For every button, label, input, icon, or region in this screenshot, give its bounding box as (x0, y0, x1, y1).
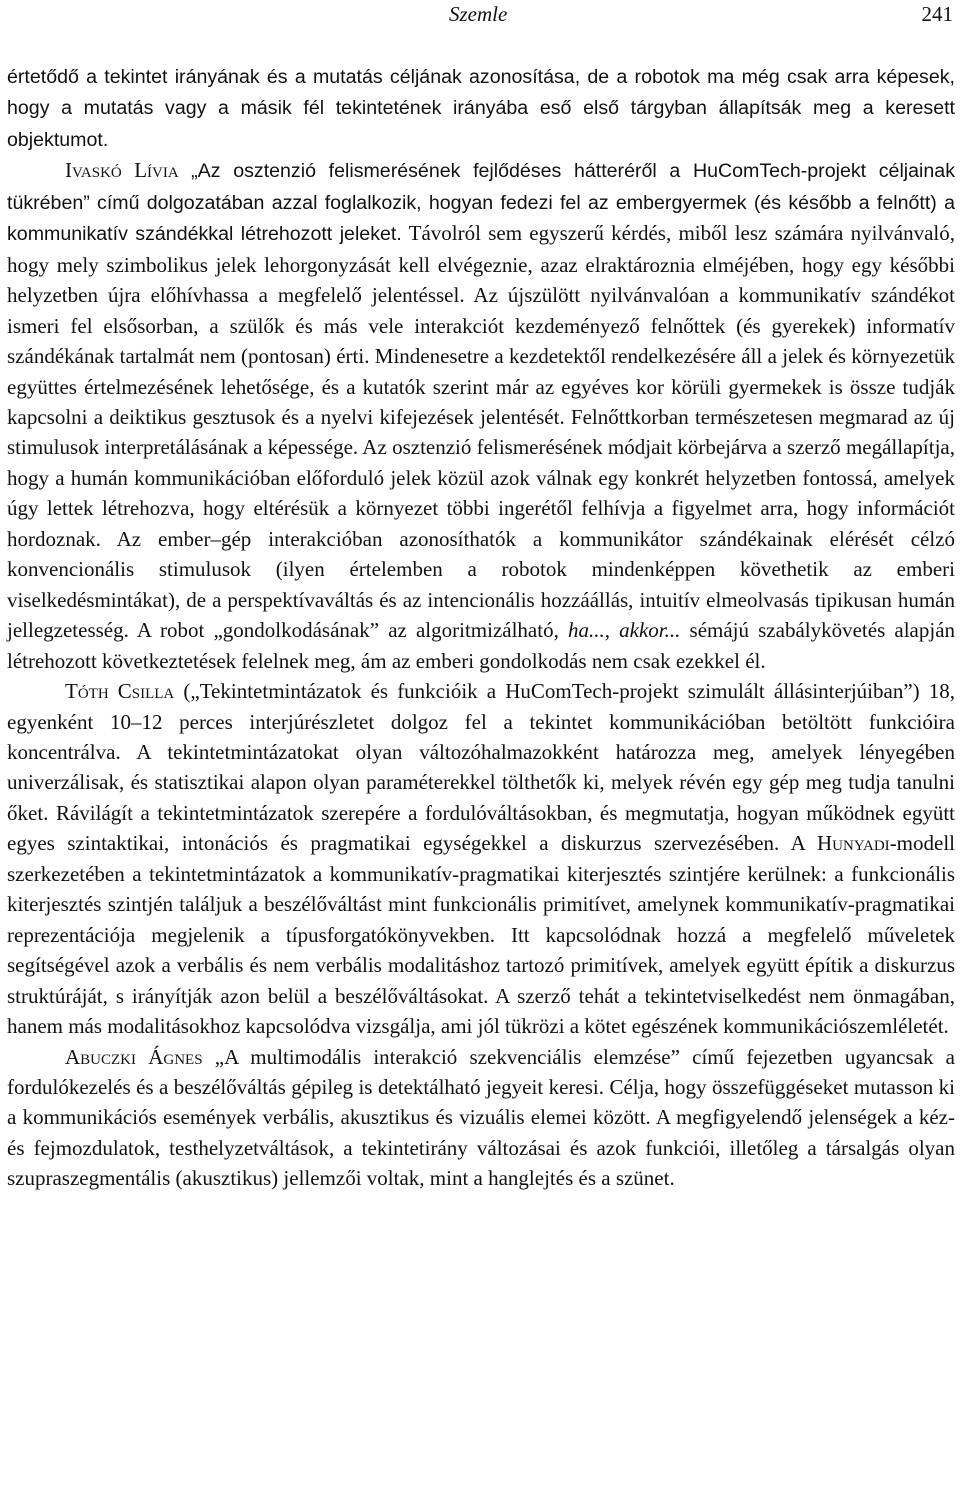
page-number: 241 (921, 2, 953, 26)
paragraph-3-text: („Tekintetmintázatok és funkcióik a HuComTech-projekt szimulált állásinterjúiban”) 18, egyenként 10–12 perces interjúrészletet dolgoz fel a tekintet kommunikációban betöltött funkcióira koncentrálva. A tekintetmintázatokat olyan változóhalmazokként határozza meg, amelyek lényegében univerzálisak, és statisztikai alapon olyan paraméterekkel tölthetők ki, melyek révén egy gép meg tudja tanulni őket. Rávilágít a tekintetmintázatok szerepére a fordulóváltásokban, és megmutatja, hogyan működnek együtt egyes szintaktikai, intonációs és pragmatikai egységekkel a diskurzus szervezésében. A (7, 679, 955, 856)
paragraph-1-text: értetődő a tekintet irányának és a mutatás céljának azonosítása, de a robotok ma még csak arra képesek, hogy a mutatás vagy a másik fél tekintetének irányába eső első tárgyban állapítsák meg a keresett objektumot. (7, 66, 955, 151)
paragraph-2 (7, 155, 955, 676)
page-header (0, 2, 955, 28)
paragraph-1 (7, 61, 955, 155)
author-name: Tóth Csilla (65, 679, 175, 704)
paragraph-4-text: „A multimodális interakció szekvenciális elemzése” című fejezetben ugyancsak a fordulókezelés és a beszélőváltás gépileg is detektálható jegyeit keresi. Célja, hogy összefüggéseket mutasson ki a kommunikációs események verbális, akusztikus és vizuális elemei között. A megfigyelendő jelenségek a kéz- és fejmozdulatok, testhelyzetváltások, a tekintetirány változásai és azok funkciói, illetőleg a társalgás olyan szupraszegmentális (akusztikus) jellemzői voltak, mint a hanglejtés és a szünet. (7, 1044, 955, 1191)
italic-term: ha..., (567, 618, 610, 643)
italic-term: akkor... (619, 618, 681, 643)
author-name: Abuczki Ágnes (65, 1044, 203, 1069)
paragraph-2-text: Távolról sem egyszerű kérdés, miből lesz számára nyilvánvaló, hogy mely szimbolikus jelek lehorgonyzását kell elvégeznie, azaz elraktároznia elméjében, hogy egy későbbi helyzetben újra előhívhassa a megfelelő jelentéssel. Az újszülött nyilvánvalóan a kommunikatív szándékot ismeri fel elsősorban, a szülők és más vele interakciót kezdeményező felnőttek (és gyerekek) informatív szándékának tartalmát nem (pontosan) érti. Mindenesetre a kezdetektől rendelkezésére áll a jelek és környezetük együttes értelmezésének lehetősége, és a kutatók szerint már az egyéves kor körüli gyermekek is össze tudják kapcsolni a deiktikus gesztusok és a nyelvi kifejezések jelentését. Felnőttkorban természetesen megmarad az új stimulusok interpretálásának a képessége. Az osztenzió felismerésének módjait körbejárva a szerző megállapítja, hogy a humán kommunikációban előforduló jelek közül azok válnak egy konkrét helyzetben fontossá, amelyek úgy lettek létrehozva, hogy eltérésük a környezet többi ingerétől felhívja a figyelmet arra, hogy információt hordoznak. Az ember–gép interakcióban azonosíthatók a kommunikátor szándékainak elérését célzó konvencionális stimulusok (ilyen értelemben a robotok mindenképpen követhetik az emberi viselkedésmintákat), de a perspektívaváltás és az intencionális hozzáállás, intuitív elmeolvasás tipikusan humán jellegzetesség. A robot „gondolkodásának” az algoritmizálható, (7, 221, 956, 643)
model-name: Hunyadi (817, 831, 890, 856)
paragraph-2-text-end: sémájú szabálykövetés alapján létrehozott következtetések felelnek meg, ám az emberi gondolkodás nem csak ezekkel él. (7, 618, 956, 673)
paragraph-3-text-end: -modell szerkezetében a tekintetmintázatok a kommunikatív-pragmatikai kiterjesztés szintjére kerülnek: a funkcionális kiterjesztés szintjén találjuk a beszélőváltást mint funkcionális primitívet, amelynek kommunikatív-pragmatikai reprezentációja megjelenik a típusforgatókönyvekben. Itt kapcsolódnak hozzá a megfelelő műveletek segítségével azok a verbális és nem verbális modalitáshoz tartozó primitívek, amelyek együtt építik a diskurzus struktúráját, s irányítják azon belül a beszélőváltásokat. A szerző tehát a tekintetviselkedést nem önmagában, hanem más modalitásokhoz kapcsolódva vizsgálja, ami jól tükrözi a kötet egészének kommunikációszemléletét. (7, 831, 956, 1039)
paragraph-3 (7, 676, 955, 1041)
paragraph-2-sans-text: „Az osztenzió felismerésének fejlődéses hátteréről a HuComTech-projekt céljainak tükrében” című dolgozatában azzal foglalkozik, hogyan fedezi fel az embergyermek (és később a felnőtt) a kommunikatív szándékkal létrehozott jeleket. (7, 160, 956, 246)
running-head: Szemle (449, 2, 508, 26)
paragraph-4 (7, 1042, 955, 1194)
author-name: Ivaskó Lívia (65, 158, 179, 183)
article-body (7, 61, 955, 1194)
